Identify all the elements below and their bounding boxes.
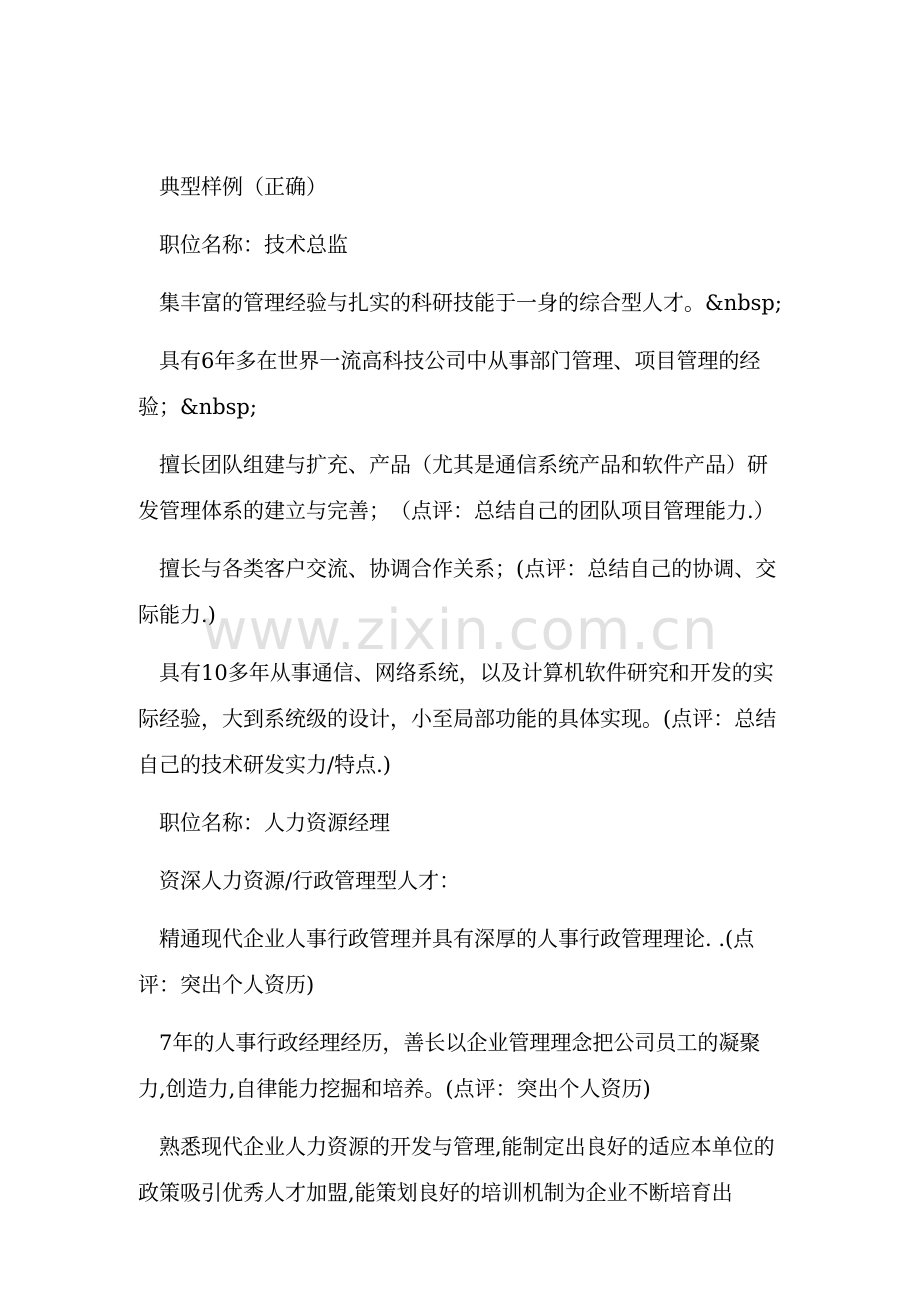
job-title-hr-manager: 职位名称：人力资源经理 bbox=[159, 811, 390, 835]
paragraph: 7年的人事行政经理经历，善长以企业管理理念把公司员工的凝聚力,创造力,自律能力挖掘和培养。(点评：突出个人资历) bbox=[138, 1031, 761, 1101]
watermark: www.zixin.com.cn bbox=[201, 598, 719, 663]
paragraph: 资深人力资源/行政管理型人才： bbox=[159, 869, 461, 893]
paragraph: 具有6年多在世界一流高科技公司中从事部门管理、项目管理的经验；&nbsp; bbox=[138, 349, 761, 419]
paragraph: 熟悉现代企业人力资源的开发与管理,能制定出良好的适应本单位的政策吸引优秀人才加盟,能策划良好的培训机制为企业不断培育出 bbox=[138, 1135, 775, 1205]
document-body bbox=[138, 164, 788, 1228]
job-title-cto: 职位名称：技术总监 bbox=[159, 233, 348, 257]
section-title: 典型样例（正确） bbox=[159, 175, 327, 199]
paragraph: 具有10多年从事通信、网络系统，以及计算机软件研究和开发的实际经验，大到系统级的设计，小至局部功能的具体实现。(点评：总结自己的技术研发实力/特点.) bbox=[138, 661, 777, 777]
paragraph: 精通现代企业人事行政管理并具有深厚的人事行政管理理论. .(点评：突出个人资历) bbox=[138, 927, 755, 997]
paragraph: 集丰富的管理经验与扎实的科研技能于一身的综合型人才。&nbsp; bbox=[159, 291, 782, 315]
paragraph: 擅长与各类客户交流、协调合作关系；(点评：总结自己的协调、交际能力.) bbox=[138, 557, 777, 627]
paragraph: 擅长团队组建与扩充、产品（尤其是通信系统产品和软件产品）研发管理体系的建立与完善； （点评：总结自己的团队项目管理能力.） bbox=[138, 453, 775, 523]
